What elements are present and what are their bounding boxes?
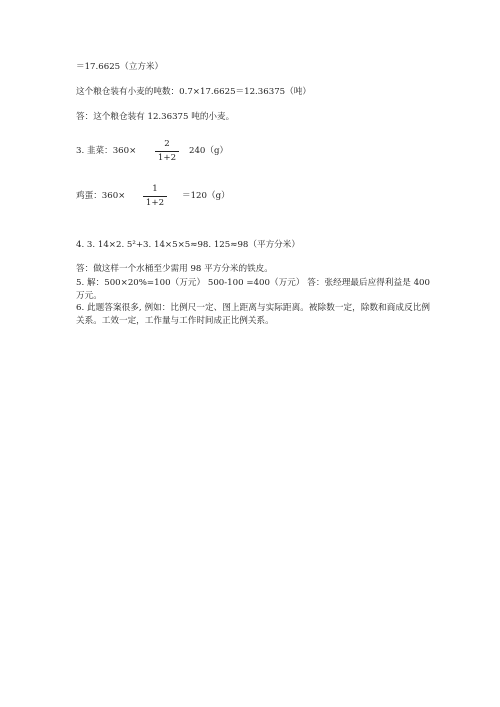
- egg-numerator: 1: [152, 184, 158, 194]
- fraction-bar: [143, 196, 167, 197]
- bucket-answer: 答：做这样一个水桶至少需用 98 平方分米的铁皮。: [76, 264, 273, 274]
- leek-denominator: 1+2: [157, 153, 177, 163]
- fraction-bar: [155, 151, 179, 152]
- wheat-answer: 答：这个粮仓装有 12.36375 吨的小麦。: [76, 112, 235, 122]
- proportion-answer: 6. 此题答案很多, 例如：比例尺一定、图上距离与实际距离。被除数一定，除数和商成反比例关系。工效一定，工作量与工作时间成正比例关系。: [76, 303, 430, 326]
- wheat-tonnage-calc: 这个粮仓装有小麦的吨数：0.7×17.6625＝12.36375（吨）: [76, 87, 311, 97]
- volume-result: ＝17.6625（立方米）: [76, 62, 164, 72]
- leek-fraction: [155, 139, 179, 164]
- egg-denominator: 1+2: [145, 198, 165, 208]
- egg-result: ＝120（g）: [182, 191, 230, 201]
- egg-label: 鸡蛋：360×: [76, 191, 126, 201]
- profit-solution: 5. 解：500×20%=100（万元） 500-100 =400（万元） 答：张经理最后应得利益是 400 万元。: [76, 278, 430, 301]
- egg-fraction: [143, 184, 167, 209]
- leek-result: 240（g）: [189, 146, 229, 156]
- leek-label: 3. 韭菜：360×: [76, 146, 137, 156]
- leek-numerator: 2: [164, 139, 170, 149]
- bucket-area-calc: 4. 3. 14×2. 5²+3. 14×5×5≈98. 125≈98（平方分米）: [76, 240, 300, 250]
